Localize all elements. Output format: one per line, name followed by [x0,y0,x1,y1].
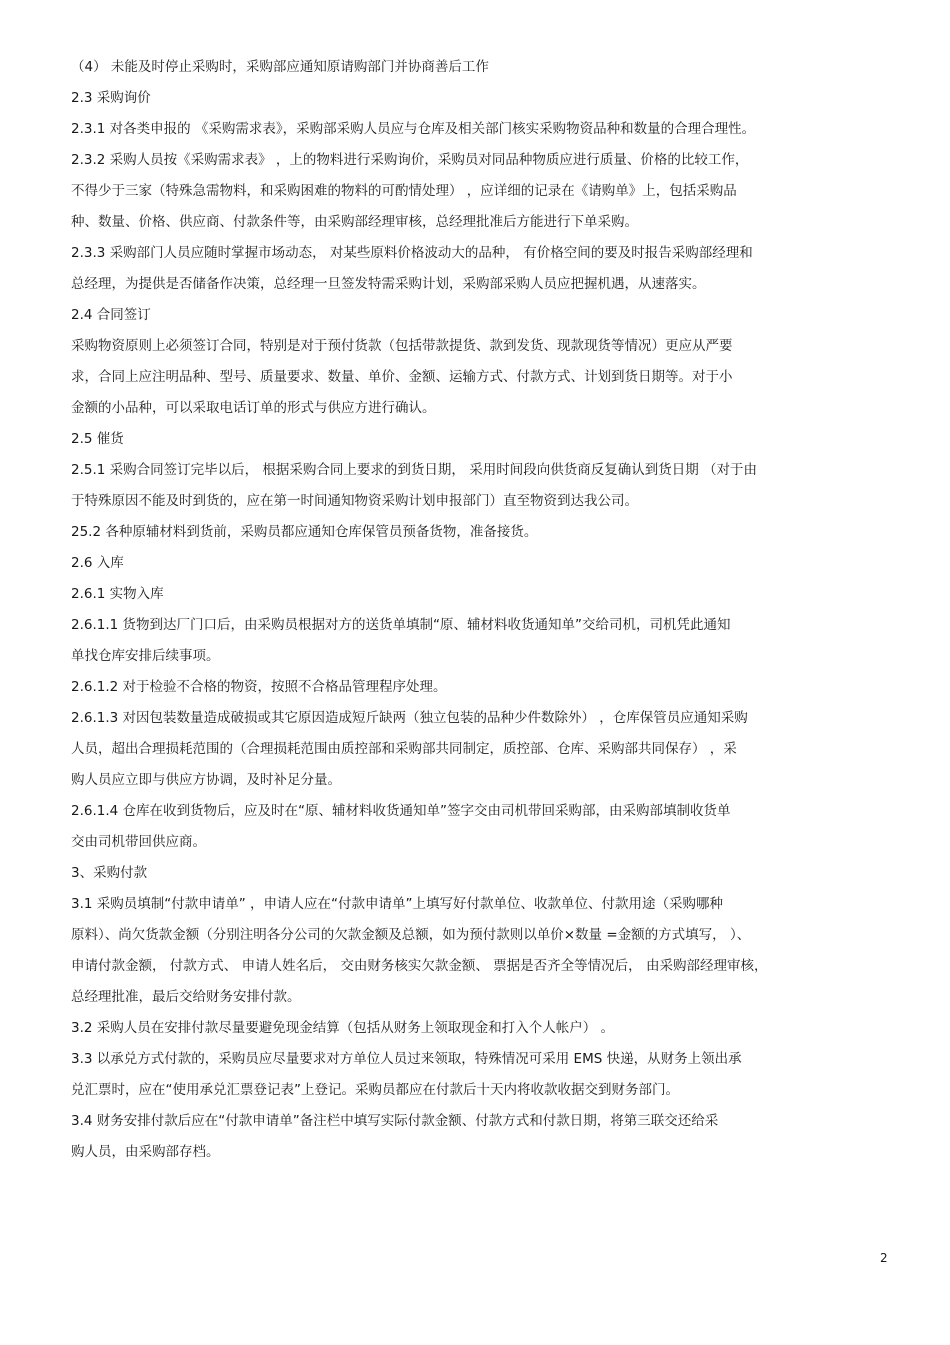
text-line: 2.6.1.2 对于检验不合格的物资，按照不合格品管理程序处理。 [71,679,447,695]
text-line: 2.6.1.1 货物到达厂门口后，由采购员根据对方的送货单填制“原、辅材料收货通知单”交给司机，司机凭此通知 [71,617,731,633]
text-line: 2.6.1.3 对因包装数量造成破损或其它原因造成短斤缺两（独立包装的品种少件数除外） ，仓库保管员应通知采购 [71,710,748,726]
text-line: 于特殊原因不能及时到货的，应在第一时间通知物资采购计划申报部门）直至物资到达我公司。 [71,493,638,509]
text-line: 3.2 采购人员在安排付款尽量要避免现金结算（包括从财务上领取现金和打入个人帐户） 。 [71,1020,615,1036]
text-line: 人员，超出合理损耗范围的（合理损耗范围由质控部和采购部共同制定，质控部、仓库、采购部共同保存） ，采 [71,741,737,757]
text-line: 2.5 催货 [71,431,124,447]
text-line: （4） 未能及时停止采购时，采购部应通知原请购部门并协商善后工作 [71,59,489,75]
text-line: 求，合同上应注明品种、型号、质量要求、数量、单价、金额、运输方式、付款方式、计划到货日期等。对于小 [71,369,733,385]
text-line: 2.6.1 实物入库 [71,586,164,602]
text-line: 2.4 合同签订 [71,307,151,323]
text-line: 2.3.2 采购人员按《采购需求表》 ，上的物料进行采购询价，采购员对同品种物质应进行质量、价格的比较工作， [71,152,749,168]
text-line: 购人员，由采购部存档。 [71,1144,220,1160]
text-line: 原料）、尚欠货款金额（分别注明各分公司的欠款金额及总额，如为预付款则以单价×数量 =金额的方式填写， ）、 [71,927,751,943]
text-line: 2.6.1.4 仓库在收到货物后，应及时在“原、辅材料收货通知单”签字交由司机带回采购部，由采购部填制收货单 [71,803,731,819]
text-line: 金额的小品种，可以采取电话订单的形式与供应方进行确认。 [71,400,436,416]
text-line: 25.2 各种原辅材料到货前，采购员都应通知仓库保管员预备货物，准备接货。 [71,524,538,540]
document-body [71,52,891,1168]
text-line: 不得少于三家（特殊急需物料，和采购困难的物料的可酌情处理） ，应详细的记录在《请购单》上，包括采购品 [71,183,737,199]
text-line: 2.5.1 采购合同签订完毕以后， 根据采购合同上要求的到货日期， 采用时间段向供货商反复确认到货日期 （对于由 [71,462,758,478]
text-line: 总经理，为提供是否储备作决策，总经理一旦签发特需采购计划，采购部采购人员应把握机遇，从速落实。 [71,276,706,292]
text-line: 种、数量、价格、供应商、付款条件等，由采购部经理审核，总经理批准后方能进行下单采购。 [71,214,638,230]
text-line: 3.1 采购员填制“付款申请单” ，申请人应在“付款申请单”上填写好付款单位、收款单位、付款用途（采购哪种 [71,896,724,912]
text-line: 3.4 财务安排付款后应在“付款申请单”备注栏中填写实际付款金额、付款方式和付款日期，将第三联交还给采 [71,1113,719,1129]
text-line: 申请付款金额， 付款方式、 申请人姓名后， 交由财务核实欠款金额、 票据是否齐全等情况后， 由采购部经理审核， [71,958,768,974]
text-line: 2.6 入库 [71,555,124,571]
text-line: 单找仓库安排后续事项。 [71,648,220,664]
text-line: 采购物资原则上必须签订合同，特别是对于预付货款（包括带款提货、款到发货、现款现货等情况）更应从严要 [71,338,733,354]
text-line: 3.3 以承兑方式付款的，采购员应尽量要求对方单位人员过来领取，特殊情况可采用 EMS 快递，从财务上领出承 [71,1051,742,1067]
text-line: 2.3.1 对各类申报的 《采购需求表》，采购部采购人员应与仓库及相关部门核实采购物资品种和数量的合理合理性。 [71,121,756,137]
text-line: 总经理批准，最后交给财务安排付款。 [71,989,301,1005]
text-line: 购人员应立即与供应方协调，及时补足分量。 [71,772,341,788]
text-line: 2.3.3 采购部门人员应随时掌握市场动态， 对某些原料价格波动大的品种， 有价格空间的要及时报告采购部经理和 [71,245,753,261]
page-number: 2 [880,1251,888,1265]
text-line: 兑汇票时，应在“使用承兑汇票登记表”上登记。采购员都应在付款后十天内将收款收据交到财务部门。 [71,1082,679,1098]
text-line: 2.3 采购询价 [71,90,151,106]
text-line: 交由司机带回供应商。 [71,834,206,850]
text-line: 3、采购付款 [71,865,148,881]
